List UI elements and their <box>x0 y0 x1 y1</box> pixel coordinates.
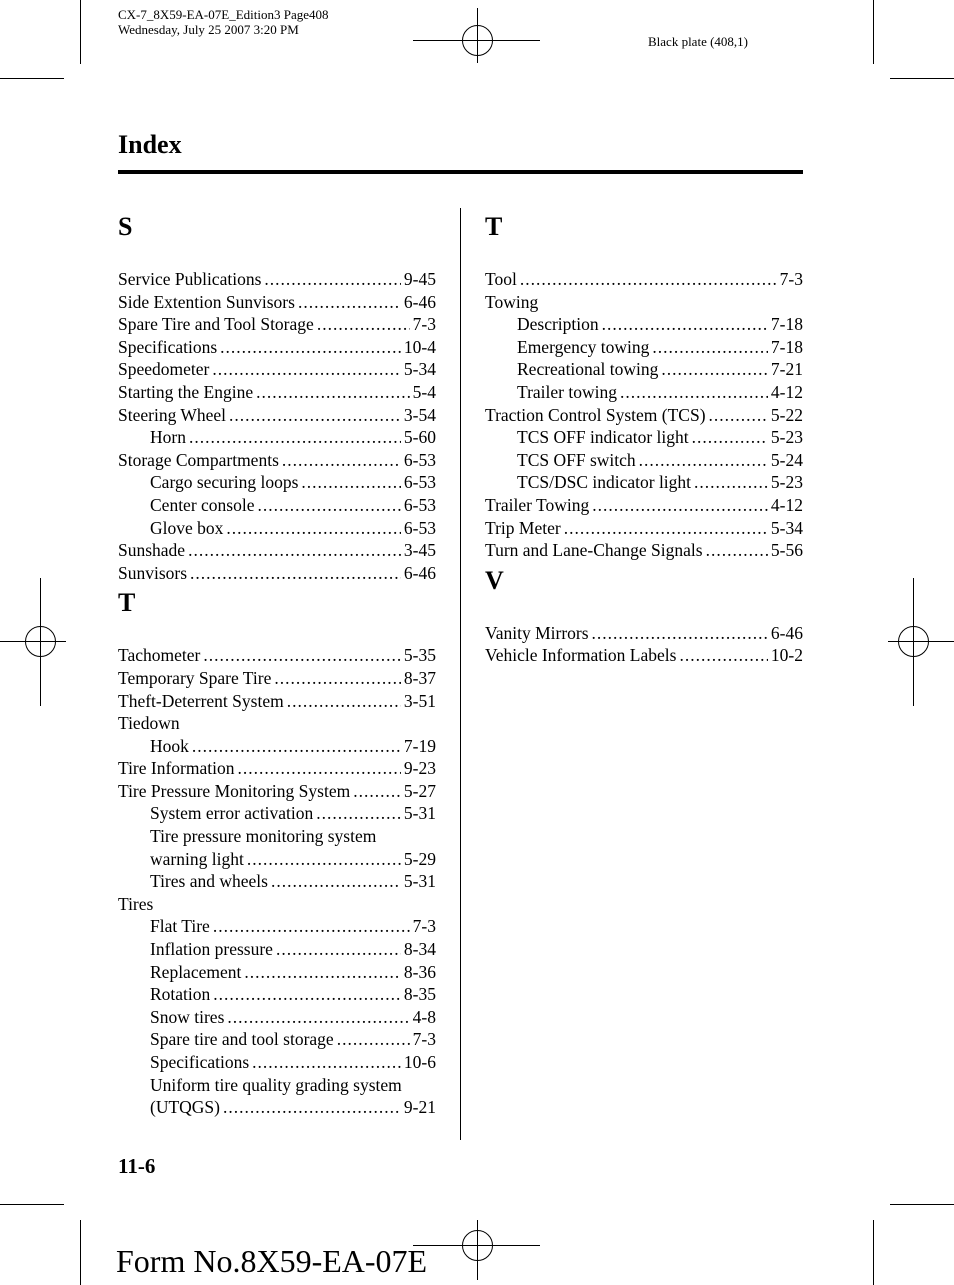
index-entry <box>118 780 436 803</box>
index-entry <box>118 667 436 690</box>
index-subentry <box>485 471 803 494</box>
index-subentry <box>485 336 803 359</box>
entry-label: Horn <box>150 427 186 448</box>
index-entry <box>118 336 436 359</box>
entry-label: Steering Wheel <box>118 404 227 425</box>
entry-page-ref: 3-54 <box>403 404 436 425</box>
index-subentry <box>118 938 436 961</box>
dot-leader <box>190 562 401 585</box>
entry-label: System error activation <box>150 803 314 824</box>
index-entry <box>118 404 436 427</box>
index-subentry <box>485 449 803 472</box>
entry-label: Specifications <box>118 336 218 357</box>
entry-page-ref: 9-45 <box>403 269 436 289</box>
dot-leader <box>353 780 401 803</box>
dot-leader <box>264 268 401 291</box>
index-column-right <box>485 208 803 667</box>
entry-page-ref: 5-29 <box>403 848 436 869</box>
entry-page-ref: 6-53 <box>403 517 436 538</box>
entry-page-ref: 7-21 <box>770 359 803 380</box>
dot-leader <box>227 1006 409 1029</box>
index-entry <box>485 404 803 427</box>
index-entry <box>118 268 436 291</box>
index-entry <box>118 313 436 336</box>
index-subentry <box>118 983 436 1006</box>
dot-leader <box>274 667 401 690</box>
index-subentry <box>118 870 436 893</box>
dot-leader <box>564 517 768 540</box>
entry-label: Glove box <box>150 517 224 538</box>
entry-label: Turn and Lane-Change Signals <box>485 540 703 561</box>
dot-leader <box>298 291 401 314</box>
entry-label: Tool <box>485 269 517 289</box>
print-header-plate: Black plate (408,1) <box>648 34 748 49</box>
dot-leader <box>213 983 401 1006</box>
entry-page-ref: 3-51 <box>403 690 436 711</box>
index-subentry <box>485 381 803 404</box>
index-subentry <box>118 802 436 825</box>
dot-leader <box>271 870 401 893</box>
index-subentry <box>485 358 803 381</box>
entry-page-ref: 10-6 <box>403 1052 436 1072</box>
print-header-meta <box>118 7 329 37</box>
entry-label: Description <box>517 314 599 335</box>
entry-page-ref: 5-31 <box>403 871 436 892</box>
entry-label: Trailer towing <box>517 381 617 402</box>
index-entry <box>118 757 436 780</box>
print-header-date: Wednesday, July 25 2007 3:20 PM <box>118 22 299 37</box>
entry-page-ref: 5-60 <box>403 427 436 448</box>
entry-label: Sunshade <box>118 540 186 561</box>
title-rule <box>118 170 803 174</box>
dot-leader <box>620 381 768 404</box>
page-number: 11-6 <box>118 1154 156 1178</box>
entry-label: Trailer Towing <box>485 494 590 515</box>
dot-leader <box>592 622 768 645</box>
dot-leader <box>317 313 410 336</box>
index-entry <box>485 622 803 645</box>
dot-leader <box>694 471 768 494</box>
entry-page-ref: 5-31 <box>403 803 436 824</box>
section-letter-v: V <box>485 565 504 595</box>
entry-label: Specifications <box>150 1052 250 1072</box>
entry-page-ref: 6-46 <box>403 562 436 583</box>
section-t-right-entries <box>485 268 803 562</box>
index-entry <box>118 690 436 713</box>
index-subentry <box>118 1096 436 1119</box>
index-entry <box>118 539 436 562</box>
entry-page-ref: 5-34 <box>403 359 436 380</box>
entry-page-ref: 8-37 <box>403 667 436 688</box>
entry-page-ref: 10-2 <box>770 645 803 666</box>
entry-label: Emergency towing <box>517 336 650 357</box>
entry-label: Tachometer <box>118 645 201 666</box>
entry-label: Tire Information <box>118 758 235 779</box>
dot-leader <box>520 268 777 291</box>
section-v-entries <box>485 622 803 667</box>
dot-leader <box>247 848 401 871</box>
dot-leader <box>252 1051 401 1074</box>
index-entry <box>118 893 436 916</box>
section-s-entries <box>118 268 436 584</box>
entry-label: Spare tire and tool storage <box>150 1029 334 1050</box>
dot-leader <box>692 426 768 449</box>
index-subentry <box>118 825 436 848</box>
entry-label: Vehicle Information Labels <box>485 645 677 666</box>
index-subentry <box>118 1028 436 1051</box>
entry-page-ref: 3-45 <box>403 540 436 561</box>
entry-page-ref: 9-23 <box>403 758 436 779</box>
entry-label: Tire Pressure Monitoring System <box>118 780 351 801</box>
index-entry <box>118 291 436 314</box>
entry-label: Starting the Engine <box>118 381 254 402</box>
dot-leader <box>652 336 768 359</box>
dot-leader <box>192 735 401 758</box>
index-subentry <box>118 735 436 758</box>
entry-label: Inflation pressure <box>150 939 273 960</box>
index-subentry <box>118 471 436 494</box>
dot-leader <box>282 449 401 472</box>
entry-page-ref: 5-23 <box>770 472 803 493</box>
entry-label: Storage Compartments <box>118 449 279 470</box>
index-entry <box>485 517 803 540</box>
entry-page-ref: 4-12 <box>770 381 803 402</box>
entry-label: TCS OFF indicator light <box>517 427 689 448</box>
index-subentry <box>485 313 803 336</box>
entry-label: Speedometer <box>118 359 210 380</box>
entry-page-ref: 5-22 <box>770 404 803 425</box>
index-subentry <box>118 915 436 938</box>
index-entry <box>118 381 436 404</box>
entry-label: Side Extention Sunvisors <box>118 291 295 312</box>
entry-page-ref: 5-27 <box>403 780 436 801</box>
section-letter-t: T <box>118 588 136 618</box>
dot-leader <box>257 494 400 517</box>
entry-label: TCS/DSC indicator light <box>517 472 692 493</box>
entry-page-ref: 8-36 <box>403 961 436 982</box>
section-letter-t-right: T <box>485 212 503 241</box>
entry-label: Tires <box>118 893 154 914</box>
index-entry <box>118 562 436 585</box>
entry-page-ref: 7-19 <box>403 735 436 756</box>
dot-leader <box>188 539 401 562</box>
entry-label: Replacement <box>150 961 242 982</box>
entry-label: Tire pressure monitoring system <box>150 826 377 847</box>
page-title: Index <box>118 130 182 159</box>
entry-page-ref: 6-53 <box>403 472 436 493</box>
entry-page-ref: 6-53 <box>403 449 436 470</box>
dot-leader <box>189 426 401 449</box>
dot-leader <box>276 938 401 961</box>
section-t-entries <box>118 644 436 1118</box>
entry-label: warning light <box>150 848 244 869</box>
entry-label: Flat Tire <box>150 916 210 937</box>
entry-page-ref: 5-4 <box>412 381 436 402</box>
entry-label: Service Publications <box>118 269 262 289</box>
entry-page-ref: 7-18 <box>770 314 803 335</box>
dot-leader <box>639 449 768 472</box>
entry-label: Tiedown <box>118 713 180 734</box>
dot-leader <box>226 517 401 540</box>
index-entry <box>118 644 436 667</box>
entry-page-ref: 9-21 <box>403 1097 436 1118</box>
index-entry <box>485 494 803 517</box>
entry-page-ref: 4-12 <box>770 494 803 515</box>
index-entry <box>485 268 803 291</box>
index-column-left <box>118 208 436 1119</box>
entry-page-ref: 6-46 <box>403 291 436 312</box>
dot-leader <box>223 1096 401 1119</box>
section-letter-s: S <box>118 212 133 241</box>
dot-leader <box>238 757 401 780</box>
index-subentry <box>118 1006 436 1029</box>
entry-page-ref: 4-8 <box>412 1006 436 1027</box>
index-subentry <box>118 961 436 984</box>
entry-label: (UTQGS) <box>150 1097 220 1118</box>
entry-page-ref: 5-34 <box>770 517 803 538</box>
entry-page-ref: 8-35 <box>403 984 436 1005</box>
dot-leader <box>592 494 768 517</box>
dot-leader <box>679 644 767 667</box>
index-entry <box>485 644 803 667</box>
entry-label: Spare Tire and Tool Storage <box>118 314 314 335</box>
entry-label: Center console <box>150 494 255 515</box>
dot-leader <box>661 358 768 381</box>
dot-leader <box>203 644 401 667</box>
index-subentry <box>118 494 436 517</box>
dot-leader <box>709 404 768 427</box>
entry-page-ref: 5-23 <box>770 427 803 448</box>
dot-leader <box>244 961 401 984</box>
dot-leader <box>316 802 401 825</box>
entry-page-ref: 7-3 <box>412 916 436 937</box>
entry-label: Cargo securing loops <box>150 472 299 493</box>
entry-label: Trip Meter <box>485 517 561 538</box>
form-number: Form No.8X59-EA-07E <box>116 1243 428 1279</box>
dot-leader <box>220 336 401 359</box>
index-subentry <box>118 426 436 449</box>
entry-page-ref: 7-3 <box>412 1029 436 1050</box>
entry-label: Traction Control System (TCS) <box>485 404 706 425</box>
entry-page-ref: 7-3 <box>412 314 436 335</box>
entry-label: Recreational towing <box>517 359 659 380</box>
index-entry <box>118 358 436 381</box>
entry-label: Hook <box>150 735 189 756</box>
entry-label: Theft-Deterrent System <box>118 690 284 711</box>
entry-label: Temporary Spare Tire <box>118 667 272 688</box>
index-subentry <box>118 1074 436 1097</box>
entry-label: Tires and wheels <box>150 871 268 892</box>
index-subentry <box>118 1051 436 1074</box>
entry-label: Sunvisors <box>118 562 188 583</box>
index-subentry <box>485 426 803 449</box>
entry-label: Uniform tire quality grading system <box>150 1074 402 1095</box>
dot-leader <box>706 539 768 562</box>
column-divider <box>460 208 461 1140</box>
entry-page-ref: 7-18 <box>770 336 803 357</box>
entry-page-ref: 8-34 <box>403 939 436 960</box>
index-entry <box>485 291 803 314</box>
entry-label: Snow tires <box>150 1006 225 1027</box>
index-subentry <box>118 517 436 540</box>
dot-leader <box>256 381 410 404</box>
dot-leader <box>287 690 401 713</box>
entry-page-ref: 6-53 <box>403 494 436 515</box>
entry-label: Vanity Mirrors <box>485 622 589 643</box>
index-subentry <box>118 848 436 871</box>
entry-page-ref: 7-3 <box>779 269 803 289</box>
entry-page-ref: 6-46 <box>770 622 803 643</box>
entry-label: Rotation <box>150 984 211 1005</box>
entry-label: TCS OFF switch <box>517 449 636 470</box>
index-entry <box>118 712 436 735</box>
entry-page-ref: 5-35 <box>403 645 436 666</box>
print-header-file: CX-7_8X59-EA-07E_Edition3 Page408 <box>118 7 329 22</box>
dot-leader <box>213 915 410 938</box>
dot-leader <box>602 313 768 336</box>
dot-leader <box>212 358 401 381</box>
entry-page-ref: 10-4 <box>403 336 436 357</box>
dot-leader <box>301 471 401 494</box>
index-entry <box>485 539 803 562</box>
entry-page-ref: 5-24 <box>770 449 803 470</box>
entry-label: Towing <box>485 291 539 312</box>
dot-leader <box>229 404 401 427</box>
entry-page-ref: 5-56 <box>770 540 803 561</box>
dot-leader <box>337 1028 410 1051</box>
index-entry <box>118 449 436 472</box>
